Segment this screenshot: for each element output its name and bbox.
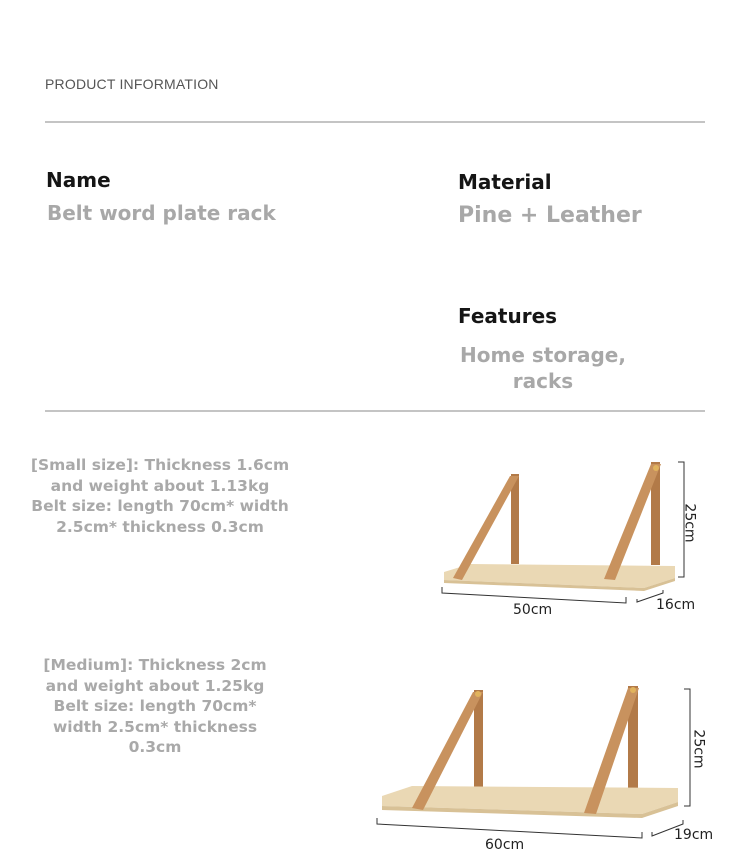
spec-line: Belt size: length 70cm* width xyxy=(31,497,289,515)
material-value: Pine + Leather xyxy=(458,203,642,228)
medium-size-specs xyxy=(30,655,280,758)
spec-line: Belt size: length 70cm* xyxy=(53,697,257,715)
features-value-line2: racks xyxy=(512,369,574,393)
height-dimension-line xyxy=(684,689,690,806)
medium-width-dimension: 60cm xyxy=(485,837,525,853)
small-size-specs xyxy=(30,455,290,537)
spec-line: [Small size]: Thickness 1.6cm xyxy=(30,456,290,474)
rivet xyxy=(653,465,659,471)
spec-line: 0.3cm xyxy=(128,738,182,756)
spec-line: 2.5cm* thickness 0.3cm xyxy=(56,517,264,536)
name-label: Name xyxy=(46,168,111,192)
medium-height-dimension: 25cm xyxy=(690,729,707,769)
top-divider xyxy=(45,121,705,123)
rivet xyxy=(630,687,636,693)
section-title: PRODUCT INFORMATION xyxy=(45,76,219,92)
width-dimension-line xyxy=(442,587,626,603)
rivet xyxy=(475,691,481,697)
small-depth-dimension: 16cm xyxy=(656,597,696,613)
spec-line: and weight about 1.25kg xyxy=(45,676,265,695)
spec-line: width 2.5cm* thickness xyxy=(52,717,258,736)
features-value xyxy=(458,342,628,394)
spec-line: [Medium]: Thickness 2cm xyxy=(43,656,267,674)
material-label: Material xyxy=(458,170,552,194)
small-height-dimension: 25cm xyxy=(681,503,698,543)
medium-depth-dimension: 19cm xyxy=(674,827,714,843)
middle-divider xyxy=(45,410,705,412)
small-board xyxy=(444,564,675,588)
width-dimension-line xyxy=(377,818,642,838)
small-width-dimension: 50cm xyxy=(513,602,553,618)
features-value-line1: Home storage, xyxy=(460,343,626,367)
name-value: Belt word plate rack xyxy=(47,201,276,225)
spec-line: and weight about 1.13kg xyxy=(50,476,270,495)
features-label: Features xyxy=(458,304,558,328)
